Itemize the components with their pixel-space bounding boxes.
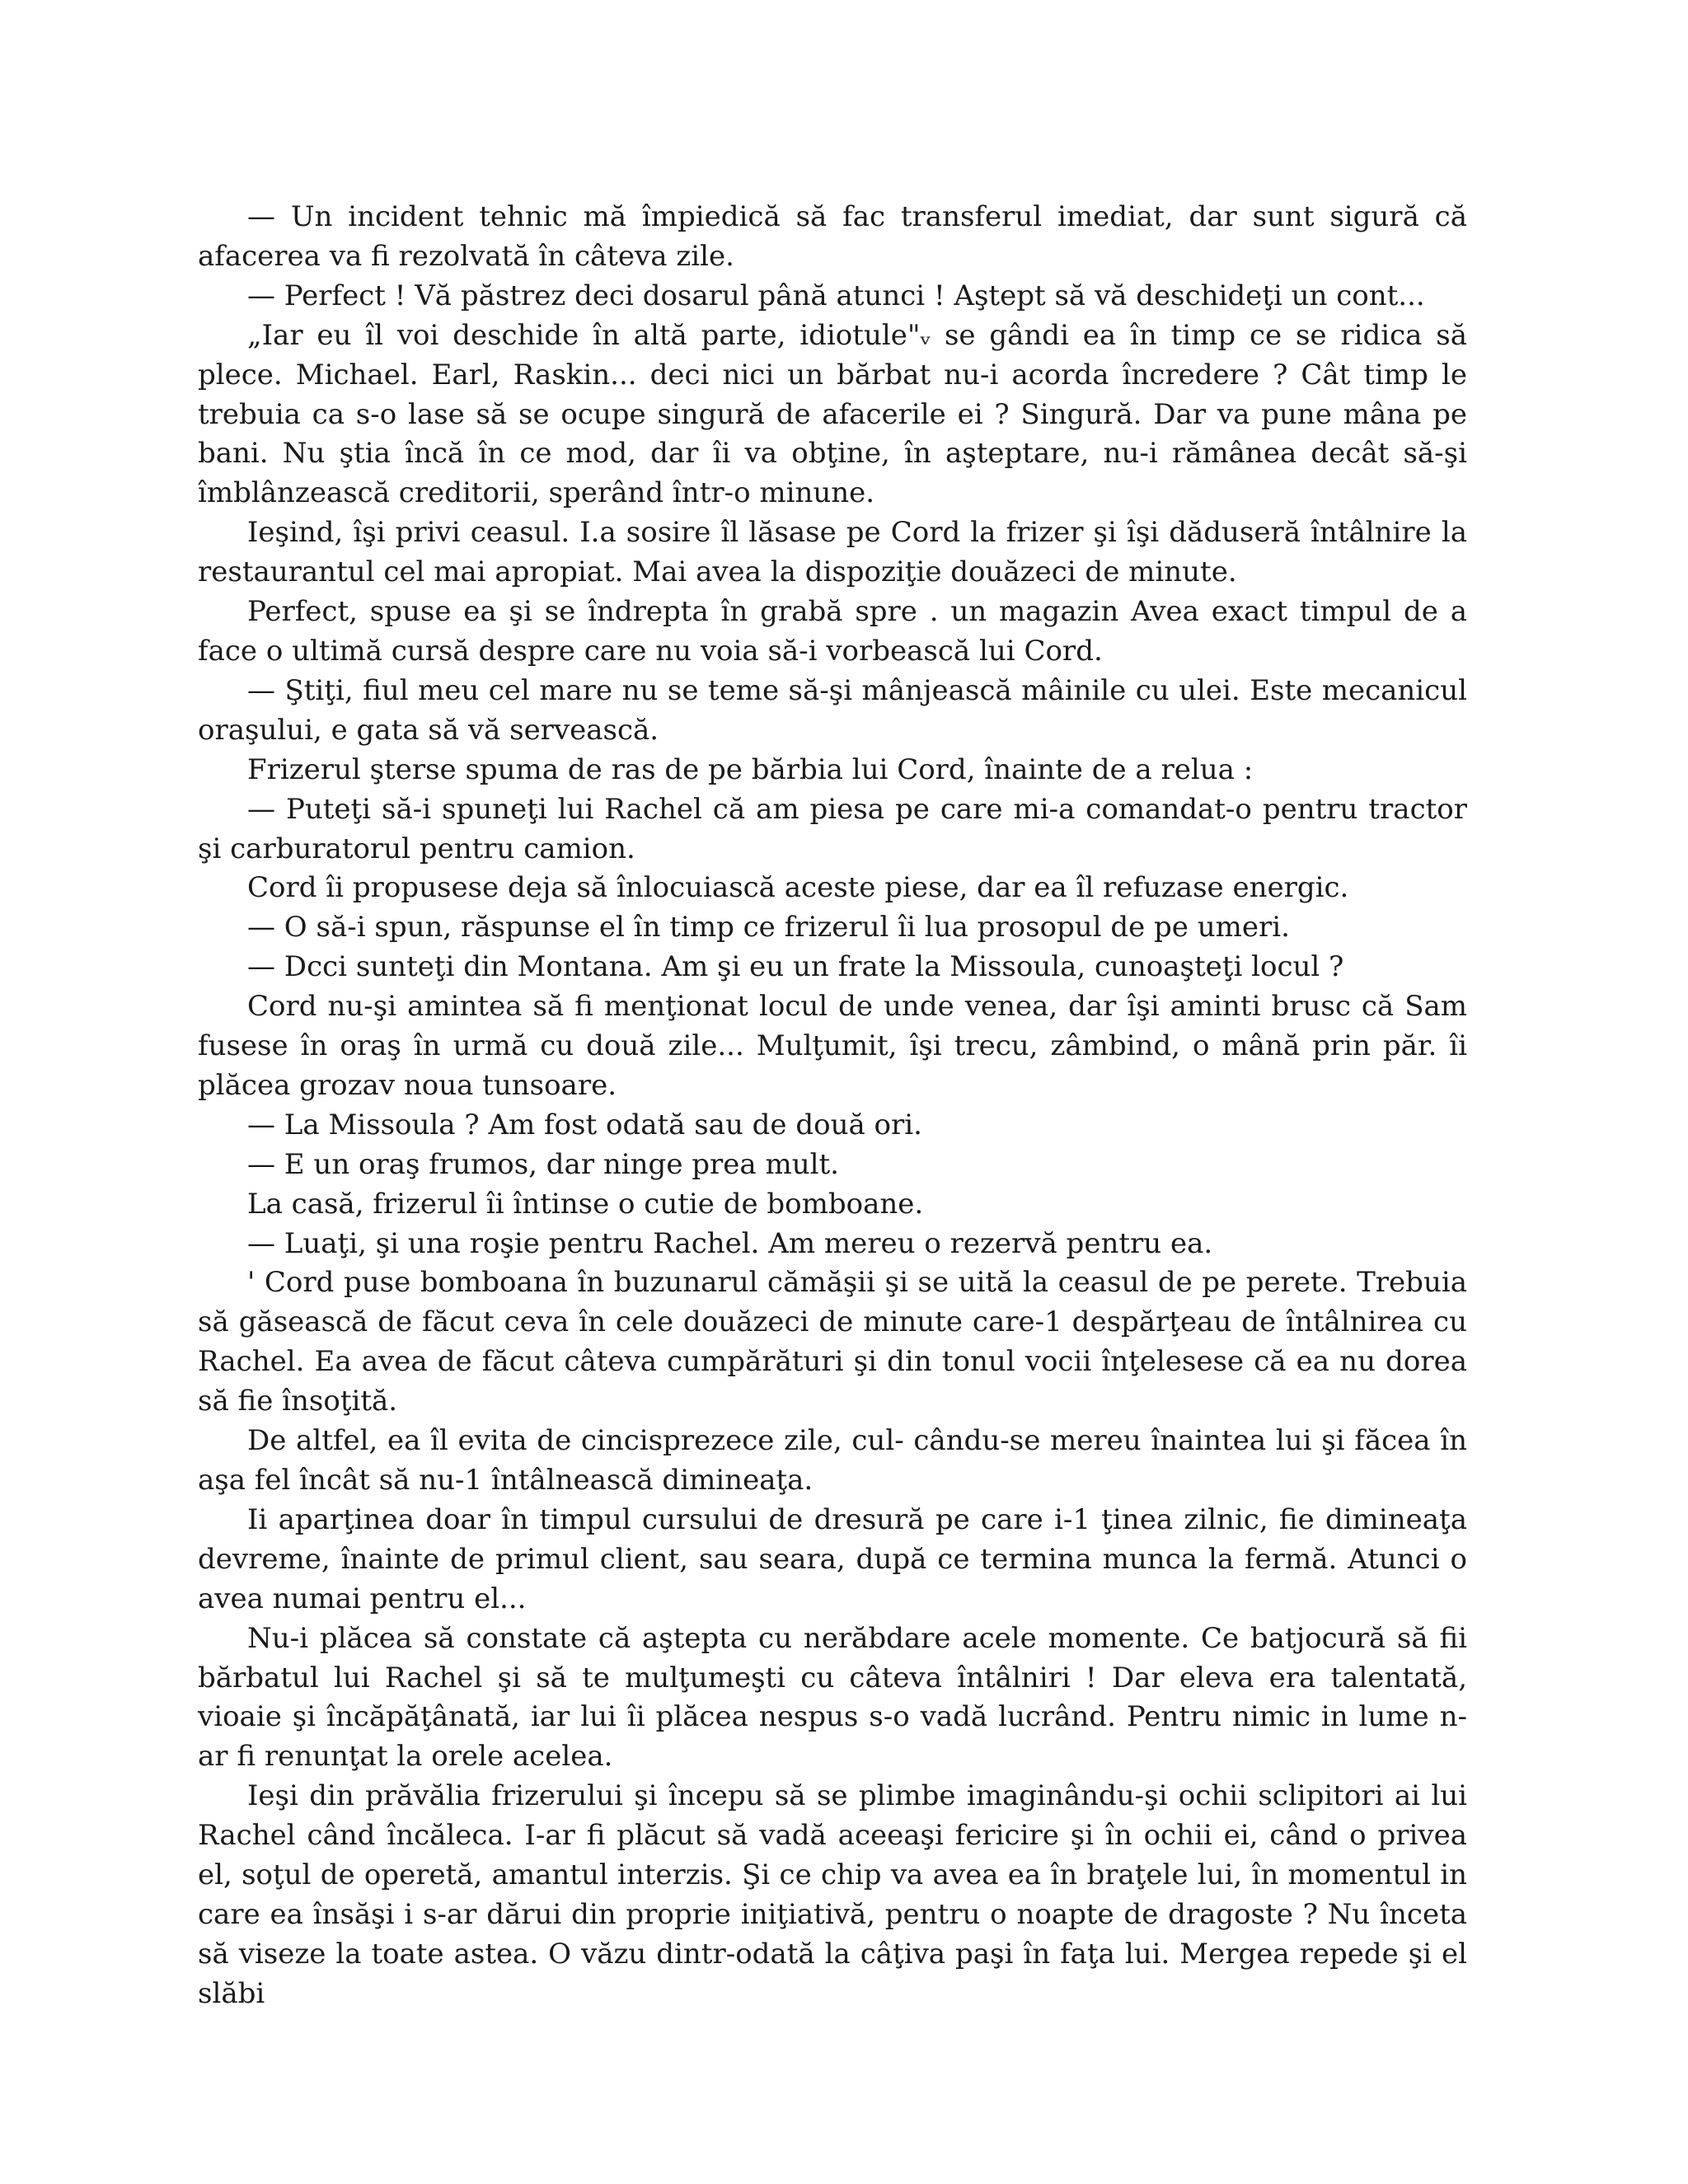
paragraph: Perfect, spuse ea şi se îndrepta în grabă spre . un magazin Avea exact timpul de a face o ultimă cursă despre care nu voia să-i vorbească lui Cord. — [198, 595, 1467, 668]
paragraph: — Dcci sunteţi din Montana. Am şi eu un frate la Missoula, cunoaşteţi locul ? — [247, 950, 1344, 984]
paragraph: — E un oraş frumos, dar ninge prea mult. — [247, 1147, 839, 1181]
paragraph: Ieşind, îşi privi ceasul. I.a sosire îl lăsase pe Cord la frizer şi îşi dăduseră întâlnire la restaurantul cel mai apropiat. Mai avea la dispoziţie douăzeci de minute. — [198, 516, 1467, 589]
paragraph: La casă, frizerul îi întinse o cutie de bomboane. — [247, 1187, 924, 1221]
paragraph: — Perfect ! Vă păstrez deci dosarul până atunci ! Aştept să vă deschideţi un cont... — [247, 279, 1425, 312]
paragraph: — O să-i spun, răspunse el în timp ce frizerul îi lua prosopul de pe umeri. — [247, 911, 1290, 944]
paragraph: — Puteţi să-i spuneţi lui Rachel că am piesa pe care mi-a comandat-o pentru tractor şi carburatorul pentru camion. — [198, 792, 1467, 865]
paragraph: De altfel, ea îl evita de cincisprezece zile, cul- cându-se mereu înaintea lui şi făcea în aşa fel încât să nu-1 întâlnească dimineaţa. — [198, 1424, 1467, 1497]
paragraph: — Luaţi, şi una roşie pentru Rachel. Am mereu o rezervă pentru ea. — [247, 1226, 1213, 1260]
paragraph: Frizerul şterse spuma de ras de pe bărbia lui Cord, înainte de a relua : — [247, 752, 1254, 786]
paragraph: Cord nu-şi amintea să fi menţionat locul de unde venea, dar îşi aminti brusc că Sam fusese în oraş în urmă cu două zile... Mulţumit, îşi trecu, zâmbind, o mână prin păr. îi plăcea grozav noua tunsoare. — [198, 990, 1467, 1102]
paragraph: Nu-i plăcea să constate că aştepta cu nerăbdare acele momente. Ce batjocură să fii bărbatul lui Rachel şi să te mulţumeşti cu câteva întâlniri ! Dar eleva era talentată, vioaie şi încăpăţânată, iar lui îi plăcea nespus s-o vadă lucrând. Pentru nimic in lume n-ar fi renunţat la orele acelea. — [198, 1621, 1467, 1774]
paragraph: Ieşi din prăvălia frizerului şi începu să se plimbe imaginându-şi ochii sclipitori ai lui Rachel când încăleca. I-ar fi plăcut să vadă aceeaşi fericire şi în ochii ei, când o privea el, soţul de operetă, amantul interzis. Şi ce chip va avea ea în braţele lui, în momentul in care ea însăşi i s-ar dărui din proprie iniţiativă, pentru o noapte de dragoste ? Nu înceta să viseze la toate astea. O văzu dintr-odată la câţiva paşi în faţa lui. Mergea repede şi el slăbi — [198, 1779, 1467, 2010]
body-text — [198, 198, 1467, 2014]
paragraph: — La Missoula ? Am fost odată sau de două ori. — [247, 1108, 922, 1141]
paragraph: — Un incident tehnic mă împiedică să fac transferul imediat, dar sunt sigură că afacerea va fi rezolvată în câteva zile. — [198, 200, 1467, 273]
paragraph: ' Cord puse bomboana în buzunarul cămăşii şi se uită la ceasul de pe perete. Trebuia să găsească de făcut ceva în cele douăzeci de minute care-1 despărţeau de întâlnirea cu Rachel. Ea avea de făcut câteva cumpărături şi din tonul vocii înţelesese că ea nu dorea să fie însoţită. — [198, 1266, 1467, 1418]
paragraph: Cord îi propusese deja să înlocuiască aceste piese, dar ea îl refuzase energic. — [247, 871, 1349, 905]
paragraph: — Ştiţi, fiul meu cel mare nu se teme să-şi mânjească mâinile cu ulei. Este mecanicul oraşului, e gata să vă servească. — [198, 673, 1467, 747]
paragraph: „Iar eu îl voi deschide în altă parte, idiotule"ᵥ se gândi ea în timp ce se ridica să plece. Michael. Earl, Raskin... deci nici un bărbat nu-i acorda încredere ? Cât timp le trebuia ca s-o lase să se ocupe singură de afacerile ei ? Singură. Dar va pune mâna pe bani. Nu ştia încă în ce mod, dar îi va obţine, în aşteptare, nu-i rămânea decât să-şi îmblânzească creditorii, sperând într-o minune. — [198, 318, 1467, 510]
paragraph: Ii aparţinea doar în timpul cursului de dresură pe care i-1 ţinea zilnic, fie dimineaţa devreme, înainte de primul client, sau seara, după ce termina munca la fermă. Atunci o avea numai pentru el... — [198, 1502, 1467, 1615]
